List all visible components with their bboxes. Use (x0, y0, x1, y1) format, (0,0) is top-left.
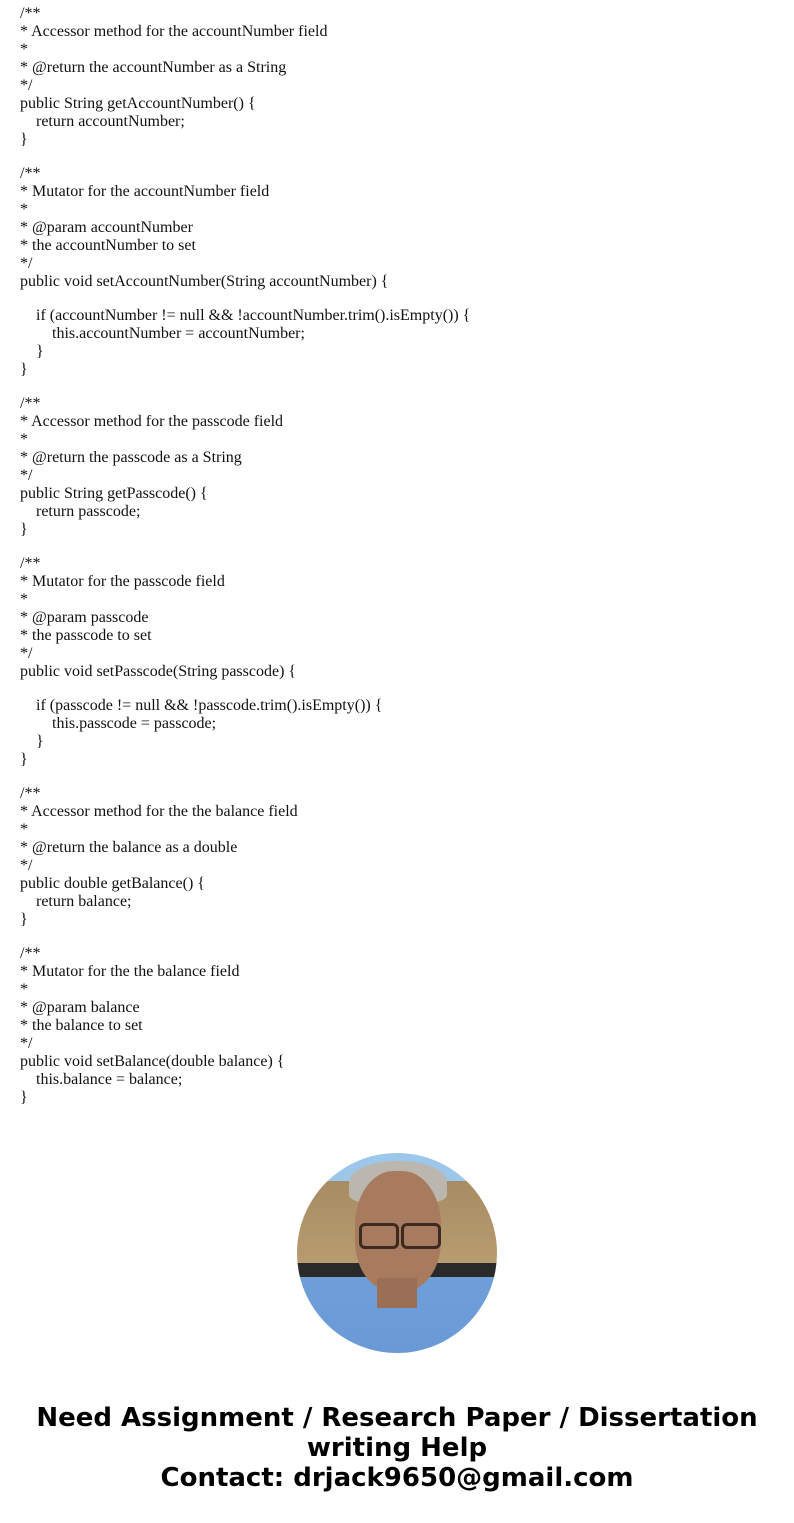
code-line: * @param balance (20, 999, 140, 1016)
glasses-left-icon (359, 1223, 399, 1249)
code-line: * @param accountNumber (20, 219, 193, 236)
code-line: * (20, 821, 28, 838)
code-line: */ (20, 467, 33, 484)
code-line: */ (20, 255, 33, 272)
code-line: /** (20, 555, 41, 572)
code-line: /** (20, 5, 41, 22)
code-line: * @param passcode (20, 609, 149, 626)
code-line: * the passcode to set (20, 627, 152, 644)
code-line: this.passcode = passcode; (52, 715, 217, 732)
code-line: * (20, 201, 28, 218)
code-line: /** (20, 395, 41, 412)
code-line: * Accessor method for the passcode field (20, 413, 284, 430)
banner-line-2: writing Help (306, 1433, 488, 1463)
code-line: * (20, 41, 28, 58)
code-line: * @return the balance as a double (20, 839, 238, 856)
banner-line-1: Need Assignment / Research Paper / Dissertation (36, 1403, 758, 1433)
code-line: public void setAccountNumber(String accountNumber) { (20, 273, 389, 290)
banner-contact: Contact: drjack9650@gmail.com (160, 1463, 634, 1493)
code-line: return passcode; (36, 503, 141, 520)
code-line: if (accountNumber != null && !accountNumber.trim().isEmpty()) { (36, 307, 471, 324)
code-line: /** (20, 945, 41, 962)
blank-line (20, 291, 470, 307)
code-line: if (passcode != null && !passcode.trim().isEmpty()) { (36, 697, 383, 714)
code-line: public void setBalance(double balance) { (20, 1053, 285, 1070)
glasses-right-icon (401, 1223, 441, 1249)
blank-line (20, 539, 470, 555)
author-photo (297, 1153, 497, 1353)
blank-line (20, 681, 470, 697)
code-line: * @return the passcode as a String (20, 449, 242, 466)
code-line: * @return the accountNumber as a String (20, 59, 287, 76)
code-line: /** (20, 165, 41, 182)
code-line: public void setPasscode(String passcode) { (20, 663, 297, 680)
code-line: */ (20, 857, 33, 874)
blank-line (20, 149, 470, 165)
code-line: */ (20, 77, 33, 94)
code-line: /** (20, 785, 41, 802)
code-line: } (36, 733, 44, 750)
code-line: } (20, 911, 28, 928)
neck-shape (377, 1278, 417, 1308)
code-line: } (20, 1089, 28, 1106)
code-line: this.balance = balance; (36, 1071, 183, 1088)
contact-banner (0, 1403, 794, 1493)
code-line: return accountNumber; (36, 113, 185, 130)
code-line: public String getPasscode() { (20, 485, 208, 502)
code-line: * Mutator for the passcode field (20, 573, 225, 590)
code-line: * (20, 431, 28, 448)
code-line: this.accountNumber = accountNumber; (52, 325, 305, 342)
blank-line (20, 379, 470, 395)
blank-line (20, 929, 470, 945)
code-line: * (20, 981, 28, 998)
code-line: * Accessor method for the the balance field (20, 803, 298, 820)
code-line: return balance; (36, 893, 132, 910)
code-line: public double getBalance() { (20, 875, 205, 892)
code-line: } (20, 521, 28, 538)
code-line: * the balance to set (20, 1017, 143, 1034)
code-line: * Accessor method for the accountNumber field (20, 23, 328, 40)
code-line: } (20, 751, 28, 768)
code-line: public String getAccountNumber() { (20, 95, 256, 112)
code-line: * Mutator for the the balance field (20, 963, 240, 980)
blank-line (20, 769, 470, 785)
code-listing (20, 5, 470, 1107)
code-line: */ (20, 1035, 33, 1052)
code-line: * Mutator for the accountNumber field (20, 183, 270, 200)
code-line: } (36, 343, 44, 360)
code-line: } (20, 361, 28, 378)
code-line: } (20, 131, 28, 148)
code-line: */ (20, 645, 33, 662)
code-line: * the accountNumber to set (20, 237, 196, 254)
code-line: * (20, 591, 28, 608)
